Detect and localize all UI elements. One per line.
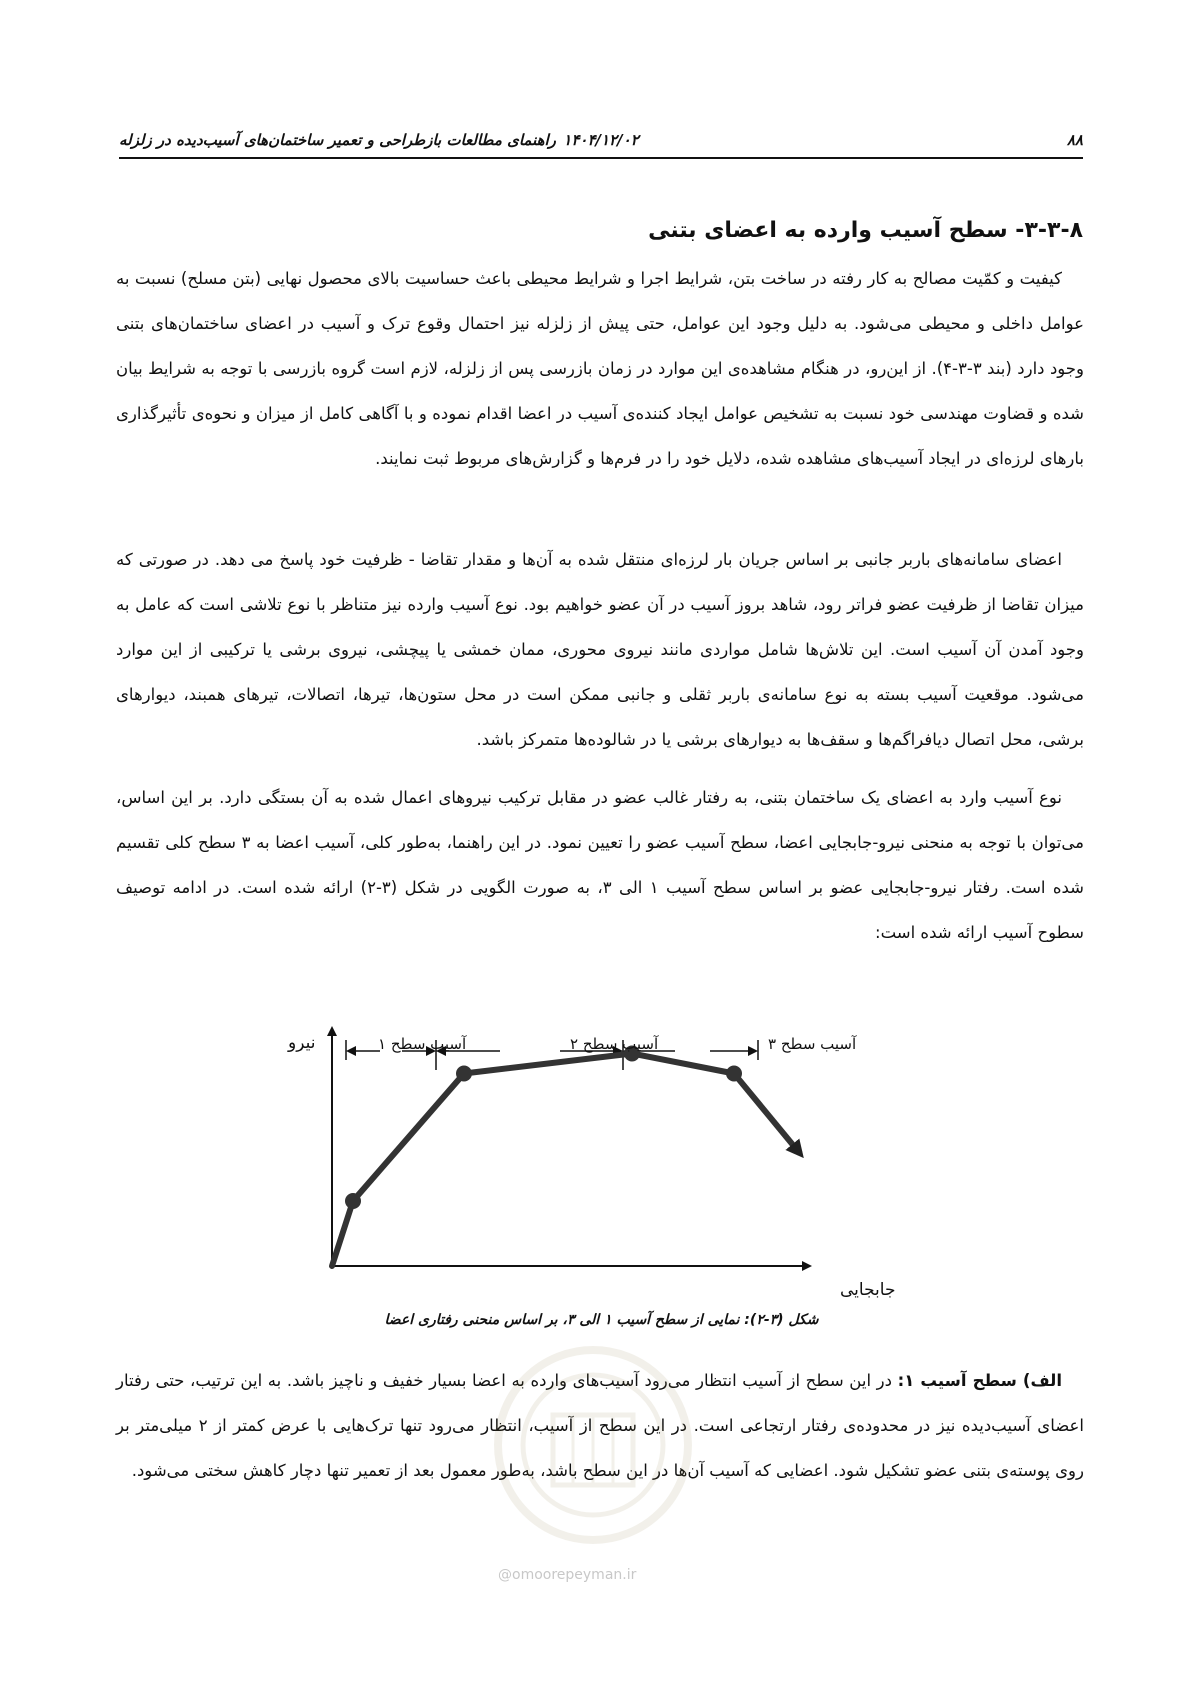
behavior-curve-layer [332, 1046, 800, 1267]
paragraph-2: اعضای سامانه‌های باربر جانبی بر اساس جریان بار لرزه‌ای منتقل شده به آن‌ها و مقدار تقاضا - ظرفیت خود پاسخ می دهد. در صورتی که میزان تقاضا از ظرفیت عضو فراتر رود، شاهد بروز آسیب در آن عضو خواهیم بود. نوع آسیب وارده نیز متناظر با نوع تلاشی است که عامل به وجود آمدن آن آسیب است. این تلاش‌ها شامل مواردی مانند نیروی محوری، ممان خمشی یا پیچشی، نیروی برشی یا ترکیبی از این موارد می‌شود. موقعیت آسیب بسته به نوع سامانه‌ی باربر ثقلی و جانبی ممکن است در محل ستون‌ها، تیرها، اتصالات، تیرهای همبند، دیوارهای برشی، محل اتصال دیافراگم‌ها و سقف‌ها به دیوارهای برشی یا در شالوده‌ها متمرکز باشد. [116, 550, 1084, 749]
section-title: ۳-۳-۸- سطح آسیب وارده به اعضای بتنی [648, 218, 1083, 243]
curve-segment [332, 1201, 353, 1266]
header-book-title: راهنمای مطالعات بازطراحی و تعمیر ساختمان‌های آسیب‌دیده در زلزله [119, 131, 556, 149]
force-displacement-chart [280, 1018, 930, 1318]
watermark-text: @omoorepeyman.ir [498, 1567, 637, 1583]
page-number: ۸۸ [1066, 131, 1083, 149]
curve-segment [464, 1054, 632, 1074]
curve-segment [632, 1054, 734, 1074]
y-axis-label: نیرو [288, 1033, 316, 1053]
paragraph-3: نوع آسیب وارد به اعضای یک ساختمان بتنی، به رفتار غالب عضو در مقابل ترکیب نیروهای اعمال شده به آن بستگی دارد. بر این اساس، می‌توان با توجه به منحنی نیرو-جابجایی اعضا، سطح آسیب عضو را تعیین نمود. در این راهنما، به‌طور کلی، آسیب اعضا به ۳ سطح کلی تقسیم شده است. رفتار نیرو-جابجایی عضو بر اساس سطح آسیب ۱ الی ۳، به صورت الگویی در شکل (۳-۲) ارائه شده است. در ادامه توصیف سطوح آسیب ارائه شده است: [116, 788, 1085, 942]
curve-point [726, 1066, 742, 1082]
paragraph-1: کیفیت و کمّیت مصالح به کار رفته در ساخت بتن، شرایط اجرا و شرایط محیطی باعث حساسیت بالای محصول نهایی (بتن مسلح) نسبت به عوامل داخلی و محیطی می‌شود. به دلیل وجود این عوامل، حتی پیش از زلزله نیز احتمال وقوع ترک و آسیب در اعضای ساختمان‌های بتنی وجود دارد (بند ۳-۳-۴). از این‌رو، در هنگام مشاهده‌ی این موارد در زمان بازرسی پس از زلزله، لازم است گروه بازرسی با توجه به شرایط بیان شده و قضاوت مهندسی خود نسبت به تشخیص عوامل ایجاد کننده‌ی آسیب در اعضا اقدام نموده و با آگاهی کامل از میزان و نحوه‌ی تأثیرگذاری بارهای لرزه‌ای در ایجاد آسیب‌های مشاهده شده، دلایل خود را در فرم‌ها و گزارش‌های مربوط ثبت نمایند. [116, 269, 1084, 468]
page-header [119, 129, 1083, 155]
level-3-label: آسیب سطح ۳ [768, 1035, 857, 1053]
curve-segment [353, 1074, 464, 1202]
x-axis-label: جابجایی [840, 1280, 896, 1300]
header-date: ۱۴۰۴/۱۲/۰۲ [563, 131, 639, 149]
curve-point [456, 1066, 472, 1082]
damage-level-1-text: در این سطح از آسیب انتظار می‌رود آسیب‌های وارده به اعضا بسیار خفیف و ناچیز باشد. به این ترتیب، حتی رفتار اعضای آسیب‌دیده نیز در محدوده‌ی رفتار ارتجاعی است. در این سطح از آسیب، انتظار می‌رود تنها ترک‌هایی با عرض کمتر از ۲ میلی‌متر بر روی پوسته‌ی بتنی عضو تشکیل شود. اعضایی که آسیب آن‌ها در این سطح باشد، به‌طور معمول بعد از تعمیر تنها دچار کاهش سختی می‌شود. [116, 1371, 1084, 1480]
curve-point [345, 1193, 361, 1209]
level-2-label: آسیب سطح ۲ [570, 1035, 659, 1053]
force-displacement-figure [280, 1018, 930, 1318]
header-divider [119, 157, 1083, 159]
watermark-logo-icon [478, 1330, 708, 1590]
damage-level-1-heading: الف) سطح آسیب ۱: [897, 1371, 1062, 1390]
level-1-label: آسیب سطح ۱ [378, 1035, 467, 1053]
curve-segment [734, 1074, 800, 1154]
figure-caption: شکل (۳-۲): نمایی از سطح آسیب ۱ الی ۳، بر اساس منحنی رفتاری اعضا [384, 1312, 819, 1328]
